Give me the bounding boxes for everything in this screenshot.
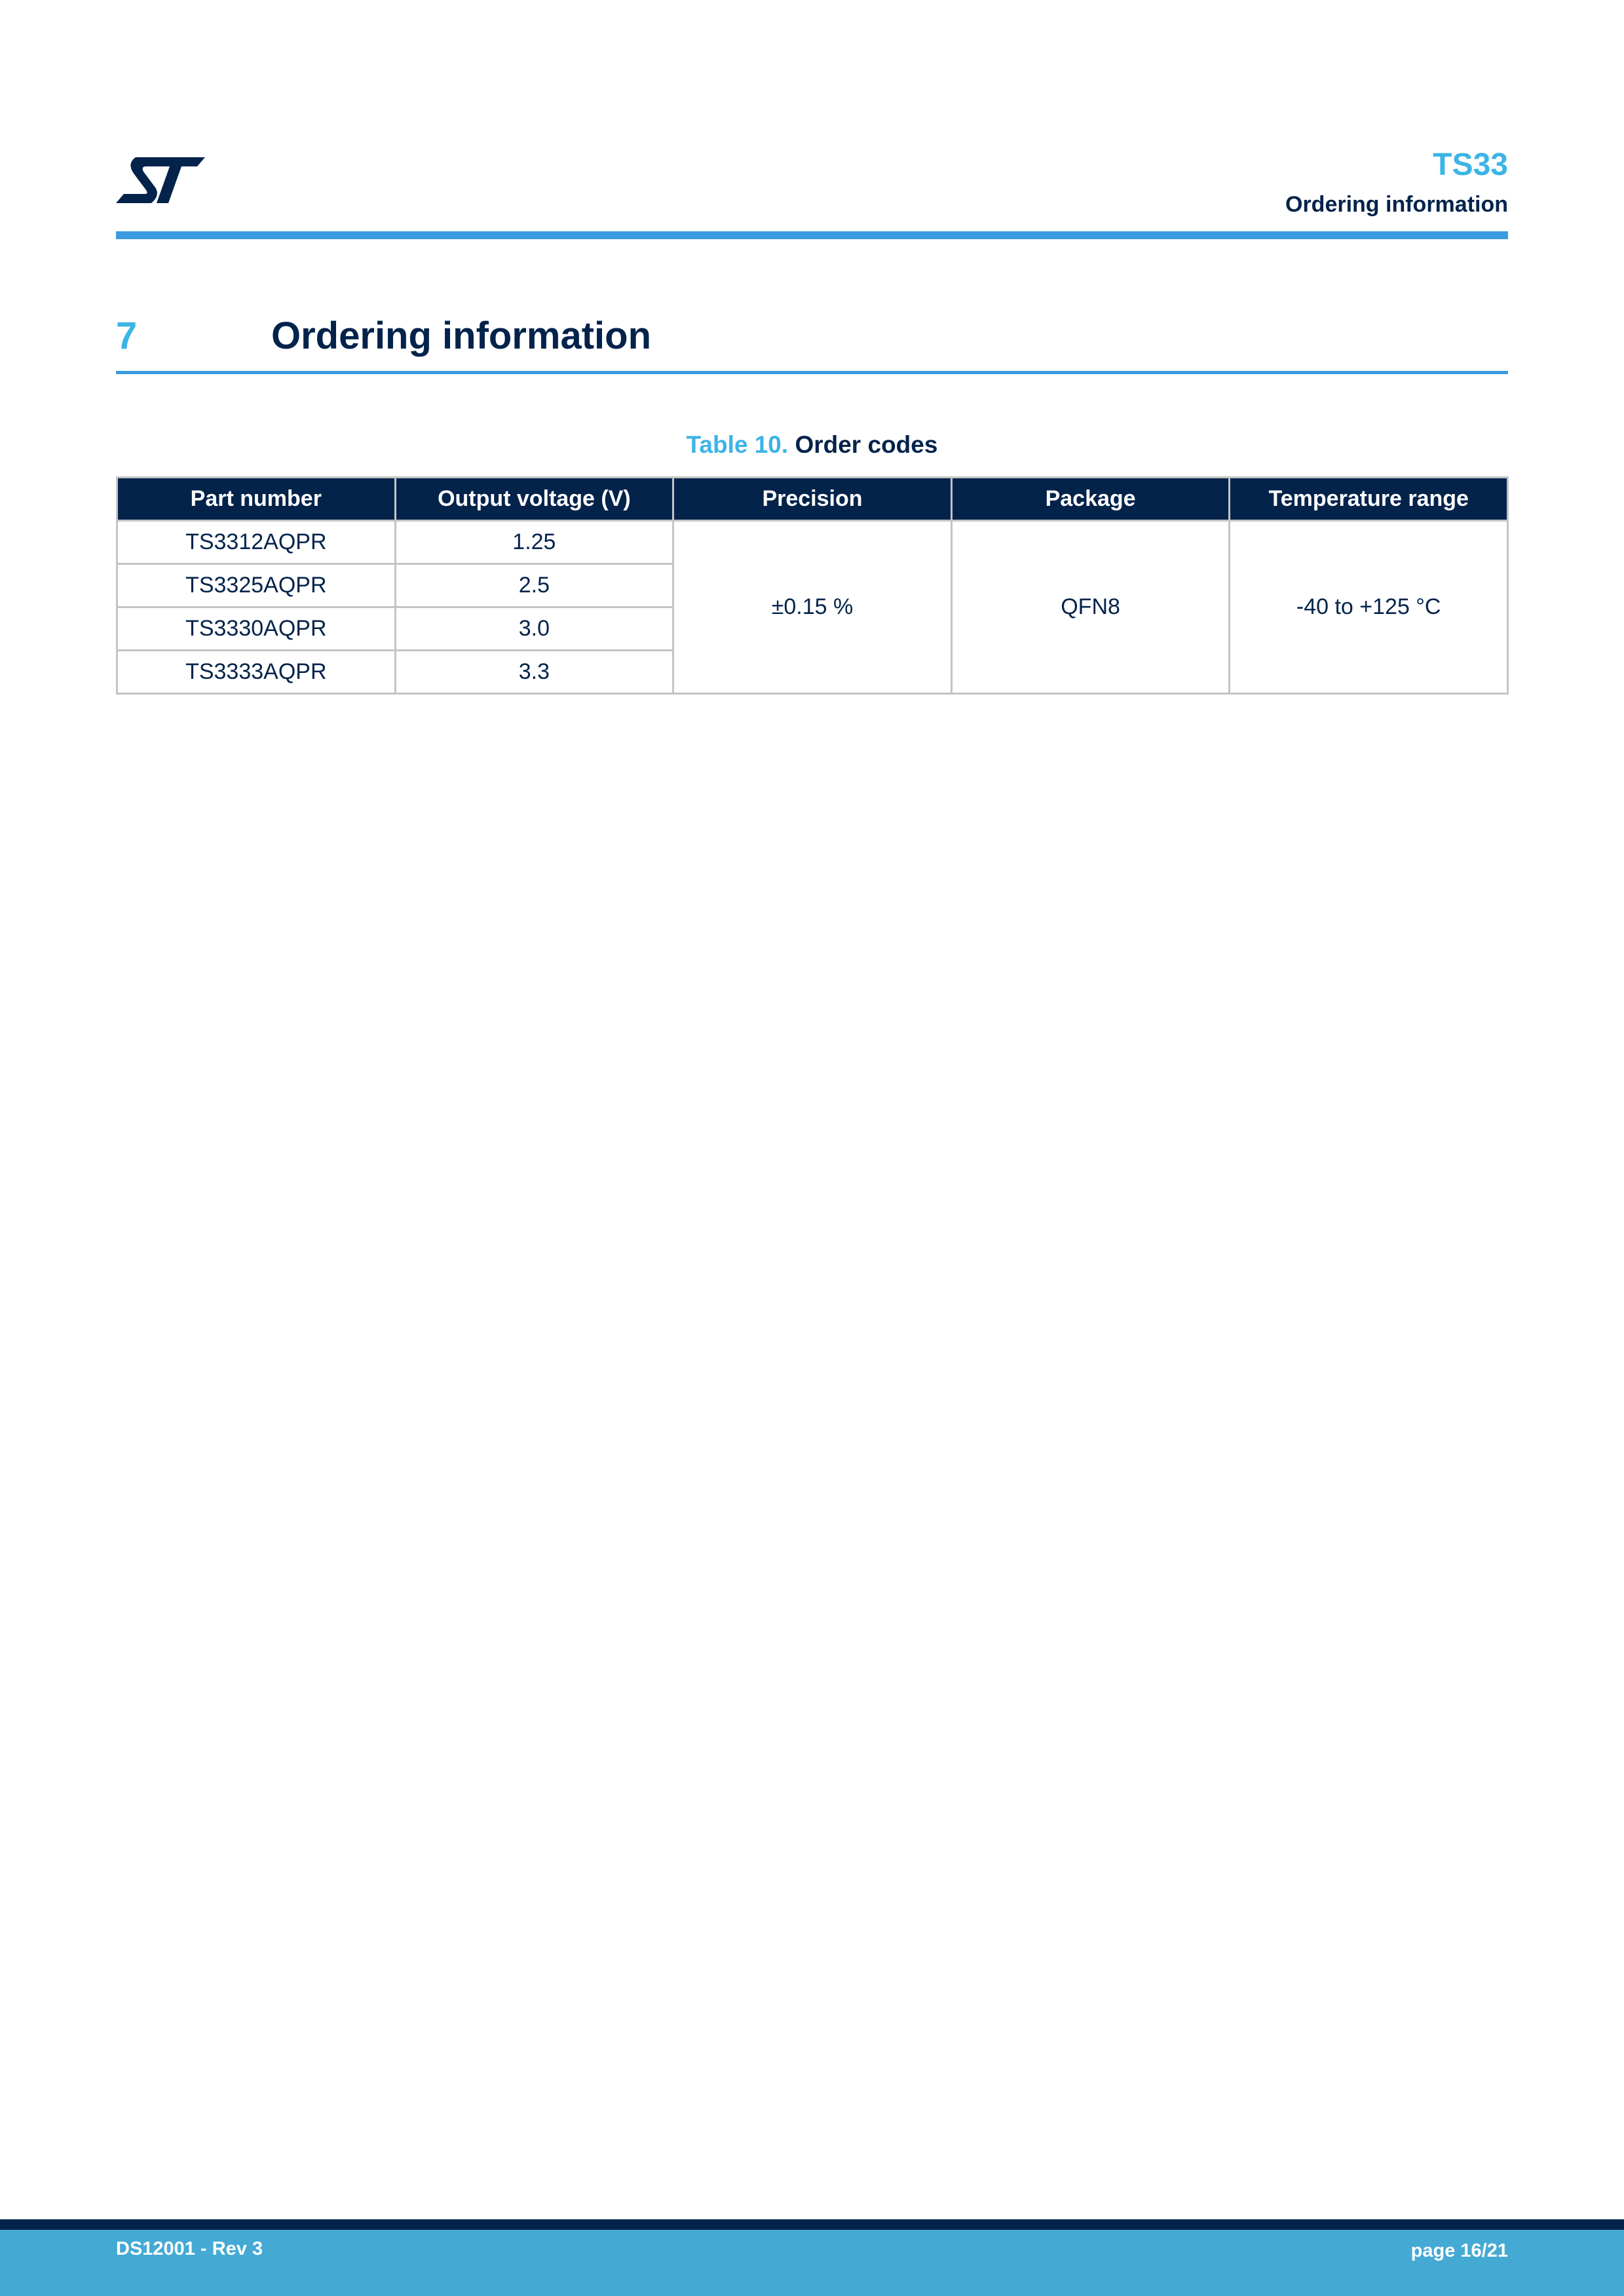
- col-header-package: Package: [951, 478, 1230, 521]
- col-header-temperature-range: Temperature range: [1230, 478, 1508, 521]
- cell-output-voltage: 3.3: [395, 651, 673, 694]
- footer-dark-stripe: [0, 2219, 1624, 2230]
- header-section-name: Ordering information: [1285, 192, 1508, 217]
- st-logo-icon: [116, 156, 205, 204]
- section-title: Ordering information: [271, 315, 651, 357]
- cell-part-number: TS3312AQPR: [117, 521, 396, 564]
- header-divider: [116, 231, 1508, 239]
- table-caption-label: Table 10.: [686, 431, 789, 458]
- cell-precision: ±0.15 %: [673, 521, 952, 694]
- header-product-name: TS33: [1433, 147, 1508, 182]
- table-header-row: [117, 478, 1508, 521]
- col-header-precision: Precision: [673, 478, 952, 521]
- order-codes-table: [116, 476, 1509, 695]
- cell-output-voltage: 1.25: [395, 521, 673, 564]
- table-caption-title: Order codes: [795, 431, 938, 458]
- table-caption: [116, 432, 1508, 457]
- cell-part-number: TS3330AQPR: [117, 607, 396, 651]
- cell-temperature-range: -40 to +125 °C: [1230, 521, 1508, 694]
- section-divider: [116, 371, 1508, 374]
- cell-part-number: TS3325AQPR: [117, 564, 396, 607]
- table-row: [117, 521, 1508, 564]
- footer-document-id: DS12001 - Rev 3: [116, 2238, 263, 2259]
- cell-package: QFN8: [951, 521, 1230, 694]
- col-header-output-voltage: Output voltage (V): [395, 478, 673, 521]
- col-header-part-number: Part number: [117, 478, 396, 521]
- footer-page-number: page 16/21: [1410, 2240, 1508, 2261]
- cell-part-number: TS3333AQPR: [117, 651, 396, 694]
- cell-output-voltage: 3.0: [395, 607, 673, 651]
- section-number: 7: [116, 315, 138, 357]
- cell-output-voltage: 2.5: [395, 564, 673, 607]
